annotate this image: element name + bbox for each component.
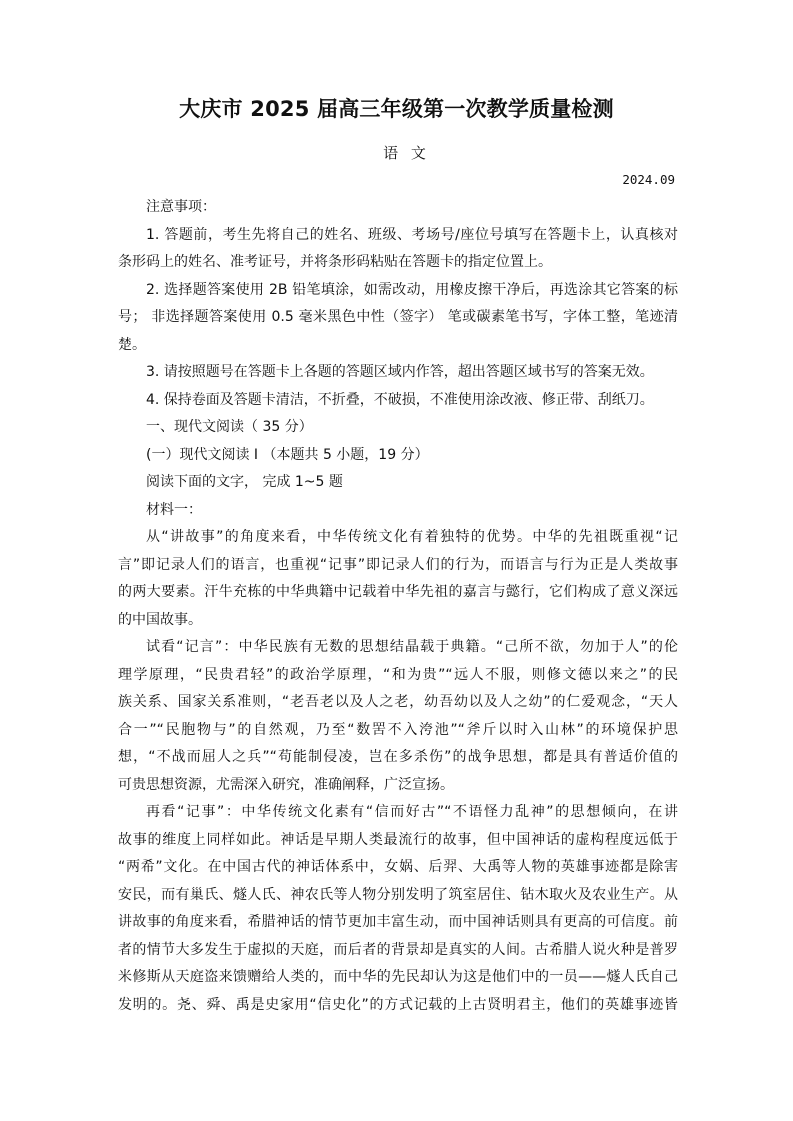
text-line: 从“讲故事”的角度来看，中华传统文化有着独特的优势。中华的先祖既重视“记 xyxy=(146,529,678,545)
text-line: 再看“记事”：中华传统文化素有“信而好古”“不语怪力乱神”的思想倾向，在讲 xyxy=(146,804,678,820)
text-line: 合一”“民胞物与”的自然观，乃至“数罟不入洿池”“斧斤以时入山林”的环境保护思 xyxy=(118,721,678,738)
text-line: 号； 非选择题答案使用 0.5 毫米黑色中性（签字） 笔或碳素笔书写，字体工整，笔迹清 xyxy=(118,309,678,325)
document-title: 大庆市 2025 届高三年级第一次教学质量检测 xyxy=(179,97,614,121)
text-line: 一、现代文阅读（ 35 分） xyxy=(146,419,313,435)
text-line: 条形码上的姓名、准考证号，并将条形码粘贴在答题卡的指定位置上。 xyxy=(118,254,552,270)
text-line: 2. 选择题答案使用 2B 铅笔填涂，如需改动，用橡皮擦干净后，再选涂其它答案的标 xyxy=(146,281,678,298)
exam-date: 2024.09 xyxy=(622,172,675,187)
text-line: 楚。 xyxy=(118,336,146,353)
text-line: 阅读下面的文字， 完成 1~5 题 xyxy=(146,474,343,490)
text-line: 者的情节大多发生于虚拟的天庭，而后者的背景却是真实的人间。古希腊人说火种是普罗 xyxy=(118,941,678,958)
text-line: 材料一： xyxy=(146,501,202,518)
text-line: 想，“不战而屈人之兵”“苟能制侵凌，岂在多杀伤”的战争思想，都是具有普适价值的 xyxy=(118,749,678,765)
text-line: 讲故事的角度来看，希腊神话的情节更加丰富生动，而中国神话则具有更高的可信度。前 xyxy=(118,914,678,930)
text-line: “两希”文化。在中国古代的神话体系中，女娲、后羿、大禹等人物的英雄事迹都是除害 xyxy=(118,859,678,875)
text-line: 的中国故事。 xyxy=(118,611,202,628)
text-line: 言”即记录人们的语言，也重视“记事”即记录人们的行为，而语言与行为正是人类故事 xyxy=(118,556,678,573)
text-line: (一）现代文阅读 I （本题共 5 小题，19 分） xyxy=(146,446,429,463)
text-line: 安民，而有巢氏、燧人氏、神农氏等人物分别发明了筑室居住、钻木取火及农业生产。从 xyxy=(118,886,678,903)
text-line: 理学原理，“民贵君轻”的政治学原理，“和为贵”“远人不服，则修文德以来之”的民 xyxy=(118,666,678,683)
text-line: 故事的维度上同样如此。神话是早期人类最流行的故事，但中国神话的虚构程度远低于 xyxy=(118,831,678,848)
text-line: 4. 保持卷面及答题卡清洁，不折叠，不破损，不准使用涂改液、修正带、刮纸刀。 xyxy=(146,391,654,408)
text-line: 的两大要素。汗牛充栋的中华典籍中记载着中华先祖的嘉言与懿行，它们构成了意义深远 xyxy=(118,584,678,600)
text-line: 族关系、国家关系准则，“老吾老以及人之老，幼吾幼以及人之幼”的仁爱观念，“天人 xyxy=(118,694,678,710)
text-line: 米修斯从天庭盗来馈赠给人类的，而中华的先民却认为这是他们中的一员——燧人氏自己 xyxy=(118,969,678,985)
text-line: 试看“记言”：中华民族有无数的思想结晶载于典籍。“己所不欲，勿加于人”的伦 xyxy=(146,639,678,655)
exam-body-text xyxy=(118,194,678,1019)
text-line: 1. 答题前，考生先将自己的姓名、班级、考场号/座位号填写在答题卡上，认真核对 xyxy=(146,226,678,243)
text-line: 可贵思想资源，尤需深入研究，准确阐释，广泛宣扬。 xyxy=(118,776,454,793)
subject-label: 语 文 xyxy=(383,144,430,162)
text-line: 注意事项： xyxy=(146,199,216,215)
text-line: 3. 请按照题号在答题卡上各题的答题区域内作答，超出答题区域书写的答案无效。 xyxy=(146,364,654,380)
text-line: 发明的。尧、舜、禹是史家用“信史化”的方式记载的上古贤明君主，他们的英雄事迹皆 xyxy=(118,996,678,1013)
